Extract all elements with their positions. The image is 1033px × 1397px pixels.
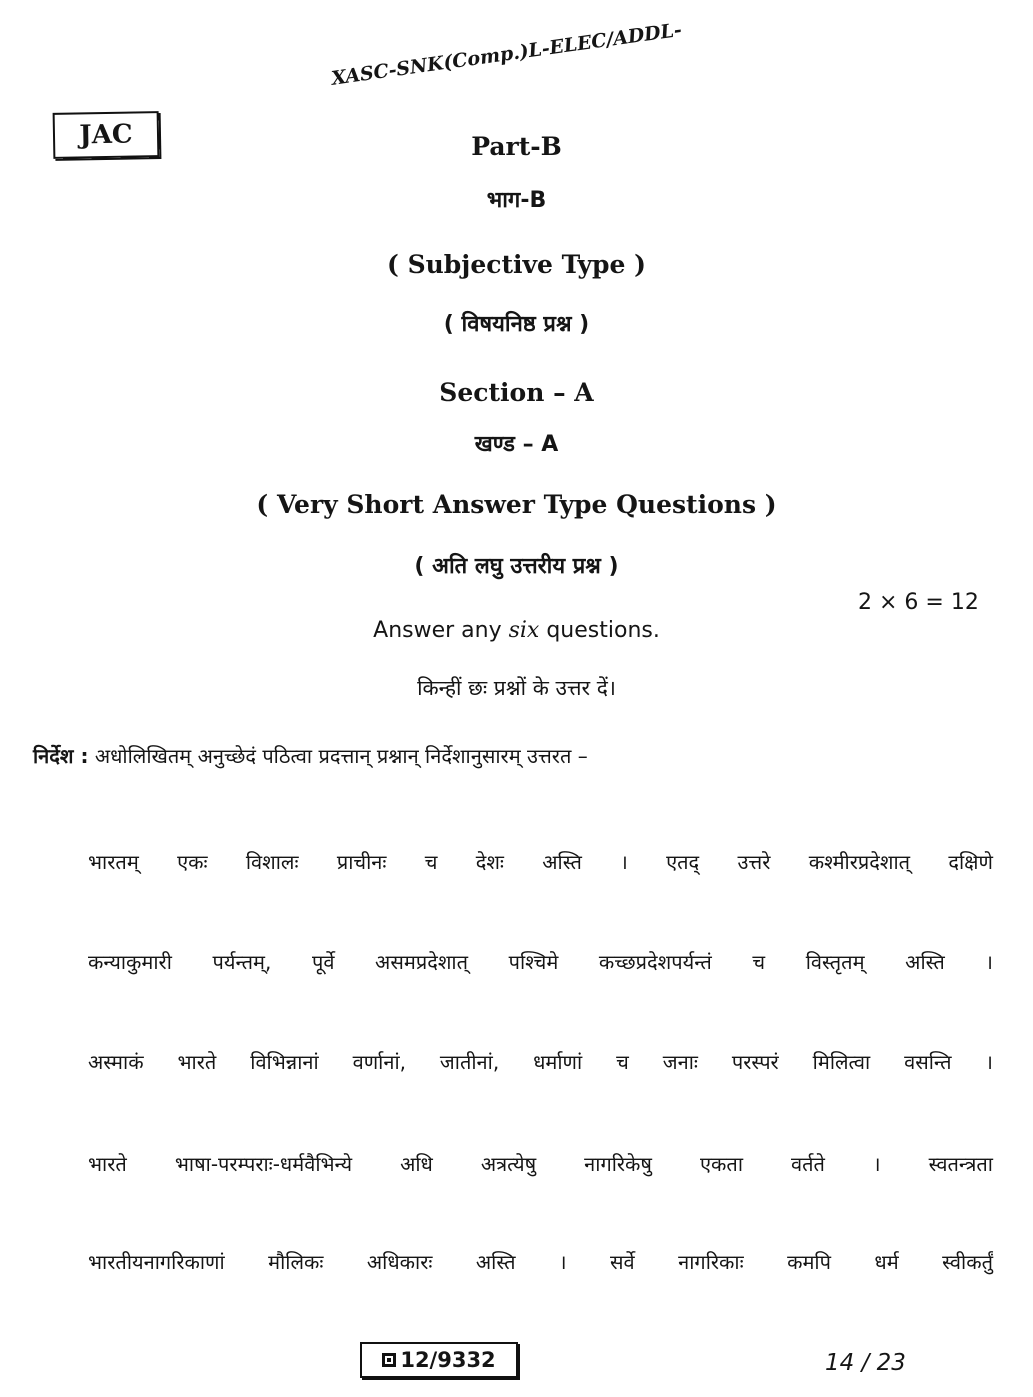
paper-code: XASC-SNK(Comp.)L-ELEC/ADDL- [330, 18, 684, 90]
part-heading-hi: भाग-B [486, 188, 547, 213]
footer-paper-code [360, 1342, 518, 1378]
answer-suffix: questions. [546, 618, 660, 643]
direction-line [33, 742, 588, 769]
type-heading-en: ( Subjective Type ) [387, 250, 646, 279]
page-number: 14 / 23 [825, 1350, 906, 1376]
answer-instruction-hi: किन्हीं छः प्रश्नों के उत्तर दें। [417, 676, 616, 700]
board-badge: JAC [53, 111, 160, 159]
part-heading-en: Part-B [471, 132, 562, 161]
direction-text: अधोलिखितम् अनुच्छेदं पठित्वा प्रदत्तान् प्रश्नान् निर्देशानुसारम् उत्तरत – [94, 744, 588, 768]
passage-line-4: भारते भाषा-परम्पराः-धर्मवैभिन्ये अधि अत्रत्येषु नागरिकेषु एकता वर्तते । स्वतन्त्रता [88, 1152, 993, 1176]
passage-line-5: भारतीयनागरिकाणां मौलिकः अधिकारः अस्ति । सर्वे नागरिकाः कमपि धर्म स्वीकर्तुं [88, 1250, 993, 1274]
section-heading-en: Section – A [439, 378, 594, 407]
passage-line-3: अस्माकं भारते विभिन्नानां वर्णानां, जातीनां, धर्माणां च जनाः परस्परं मिलित्वा वसन्ति । [88, 1050, 993, 1074]
direction-label: निर्देश : [33, 744, 89, 768]
type-heading-hi: ( विषयनिष्ठ प्रश्न ) [443, 312, 590, 337]
question-type-hi: ( अति लघु उत्तरीय प्रश्न ) [414, 554, 619, 579]
footer-code-text: 12/9332 [400, 1348, 496, 1372]
answer-instruction-en [0, 618, 1033, 643]
passage-line-1: भारतम् एकः विशालः प्राचीनः च देशः अस्ति । एतद् उत्तरे कश्मीरप्रदेशात् दक्षिणे [88, 850, 993, 874]
question-type-en: ( Very Short Answer Type Questions ) [256, 490, 777, 519]
section-heading-hi: खण्ड – A [474, 432, 559, 457]
answer-prefix: Answer any [373, 618, 502, 643]
passage-line-2: कन्याकुमारी पर्यन्तम्, पूर्वे असमप्रदेशात् पश्चिमे कच्छप्रदेशपर्यन्तं च विस्तृतम् अस्ति । [88, 950, 993, 974]
qr-mark-icon [382, 1353, 396, 1367]
answer-count: six [508, 618, 540, 643]
marks-scheme: 2 × 6 = 12 [858, 590, 979, 615]
